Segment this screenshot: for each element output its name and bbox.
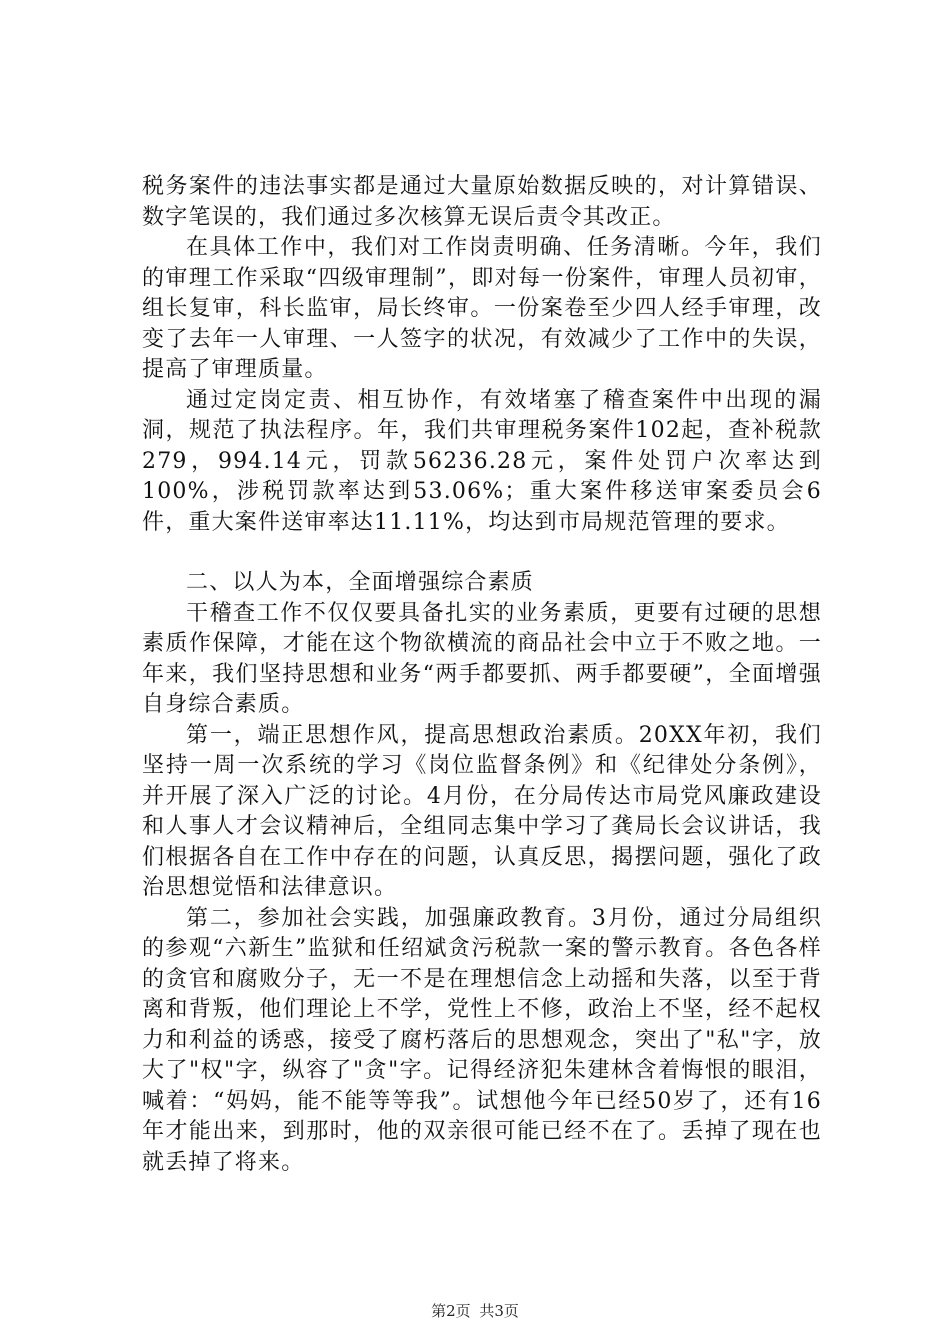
paragraph-3: 通过定岗定责、相互协作，有效堵塞了稽查案件中出现的漏洞，规范了执法程序。年，我们共审理税务案件102起，查补税款279，994.14元，罚款56236.28元，案件处罚户次率达到100%，涉税罚款率达到53.06%；重大案件移送审案委员会6件，重大案件送审率达11.11%，均达到市局规范管理的要求。 [142, 387, 822, 535]
paragraph-5: 第一，端正思想作风，提高思想政治素质。20XX年初，我们坚持一周一次系统的学习《岗位监督条例》和《纪律处分条例》，并开展了深入广泛的讨论。4月份，在分局传达市局党风廉政建设和人事人才会议精神后，全组同志集中学习了龚局长会议讲话，我们根据各自在工作中存在的问题，认真反思，揭摆问题，强化了政治思想觉悟和法律意识。 [142, 722, 822, 900]
document-body [142, 172, 822, 1178]
paragraph-4: 干稽查工作不仅仅要具备扎实的业务素质，更要有过硬的思想素质作保障，才能在这个物欲横流的商品社会中立于不败之地。一年来，我们坚持思想和业务“两手都要抓、两手都要硬”，全面增强自身综合素质。 [142, 600, 822, 717]
paragraph-1: 税务案件的违法事实都是通过大量原始数据反映的，对计算错误、数字笔误的，我们通过多次核算无误后责令其改正。 [142, 174, 822, 230]
section-heading: 二、以人为本，全面增强综合素质 [186, 570, 535, 595]
page-number: 第2页 [431, 1302, 471, 1320]
page-total: 共3页 [479, 1302, 519, 1320]
paragraph-2: 在具体工作中，我们对工作岗责明确、任务清晰。今年，我们的审理工作采取“四级审理制”，即对每一份案件，审理人员初审，组长复审，科长监审，局长终审。一份案卷至少四人经手审理，改变了去年一人审理、一人签字的状况，有效减少了工作中的失误，提高了审理质量。 [142, 235, 822, 382]
paragraph-6: 第二，参加社会实践，加强廉政教育。3月份，通过分局组织的参观“六新生”监狱和任绍斌贪污税款一案的警示教育。各色各样的贪官和腐败分子，无一不是在理想信念上动摇和失落，以至于背离和背叛，他们理论上不学，党性上不修，政治上不坚，经不起权力和利益的诱惑，接受了腐朽落后的思想观念，突出了"私"字，放大了"权"字，纵容了"贪"字。记得经济犯朱建林含着悔恨的眼泪，喊着：“妈妈，能不能等等我”。试想他今年已经50岁了，还有16年才能出来，到那时，他的双亲很可能已经不在了。丢掉了现在也就丢掉了将来。 [142, 905, 822, 1175]
page-footer [0, 1300, 950, 1321]
